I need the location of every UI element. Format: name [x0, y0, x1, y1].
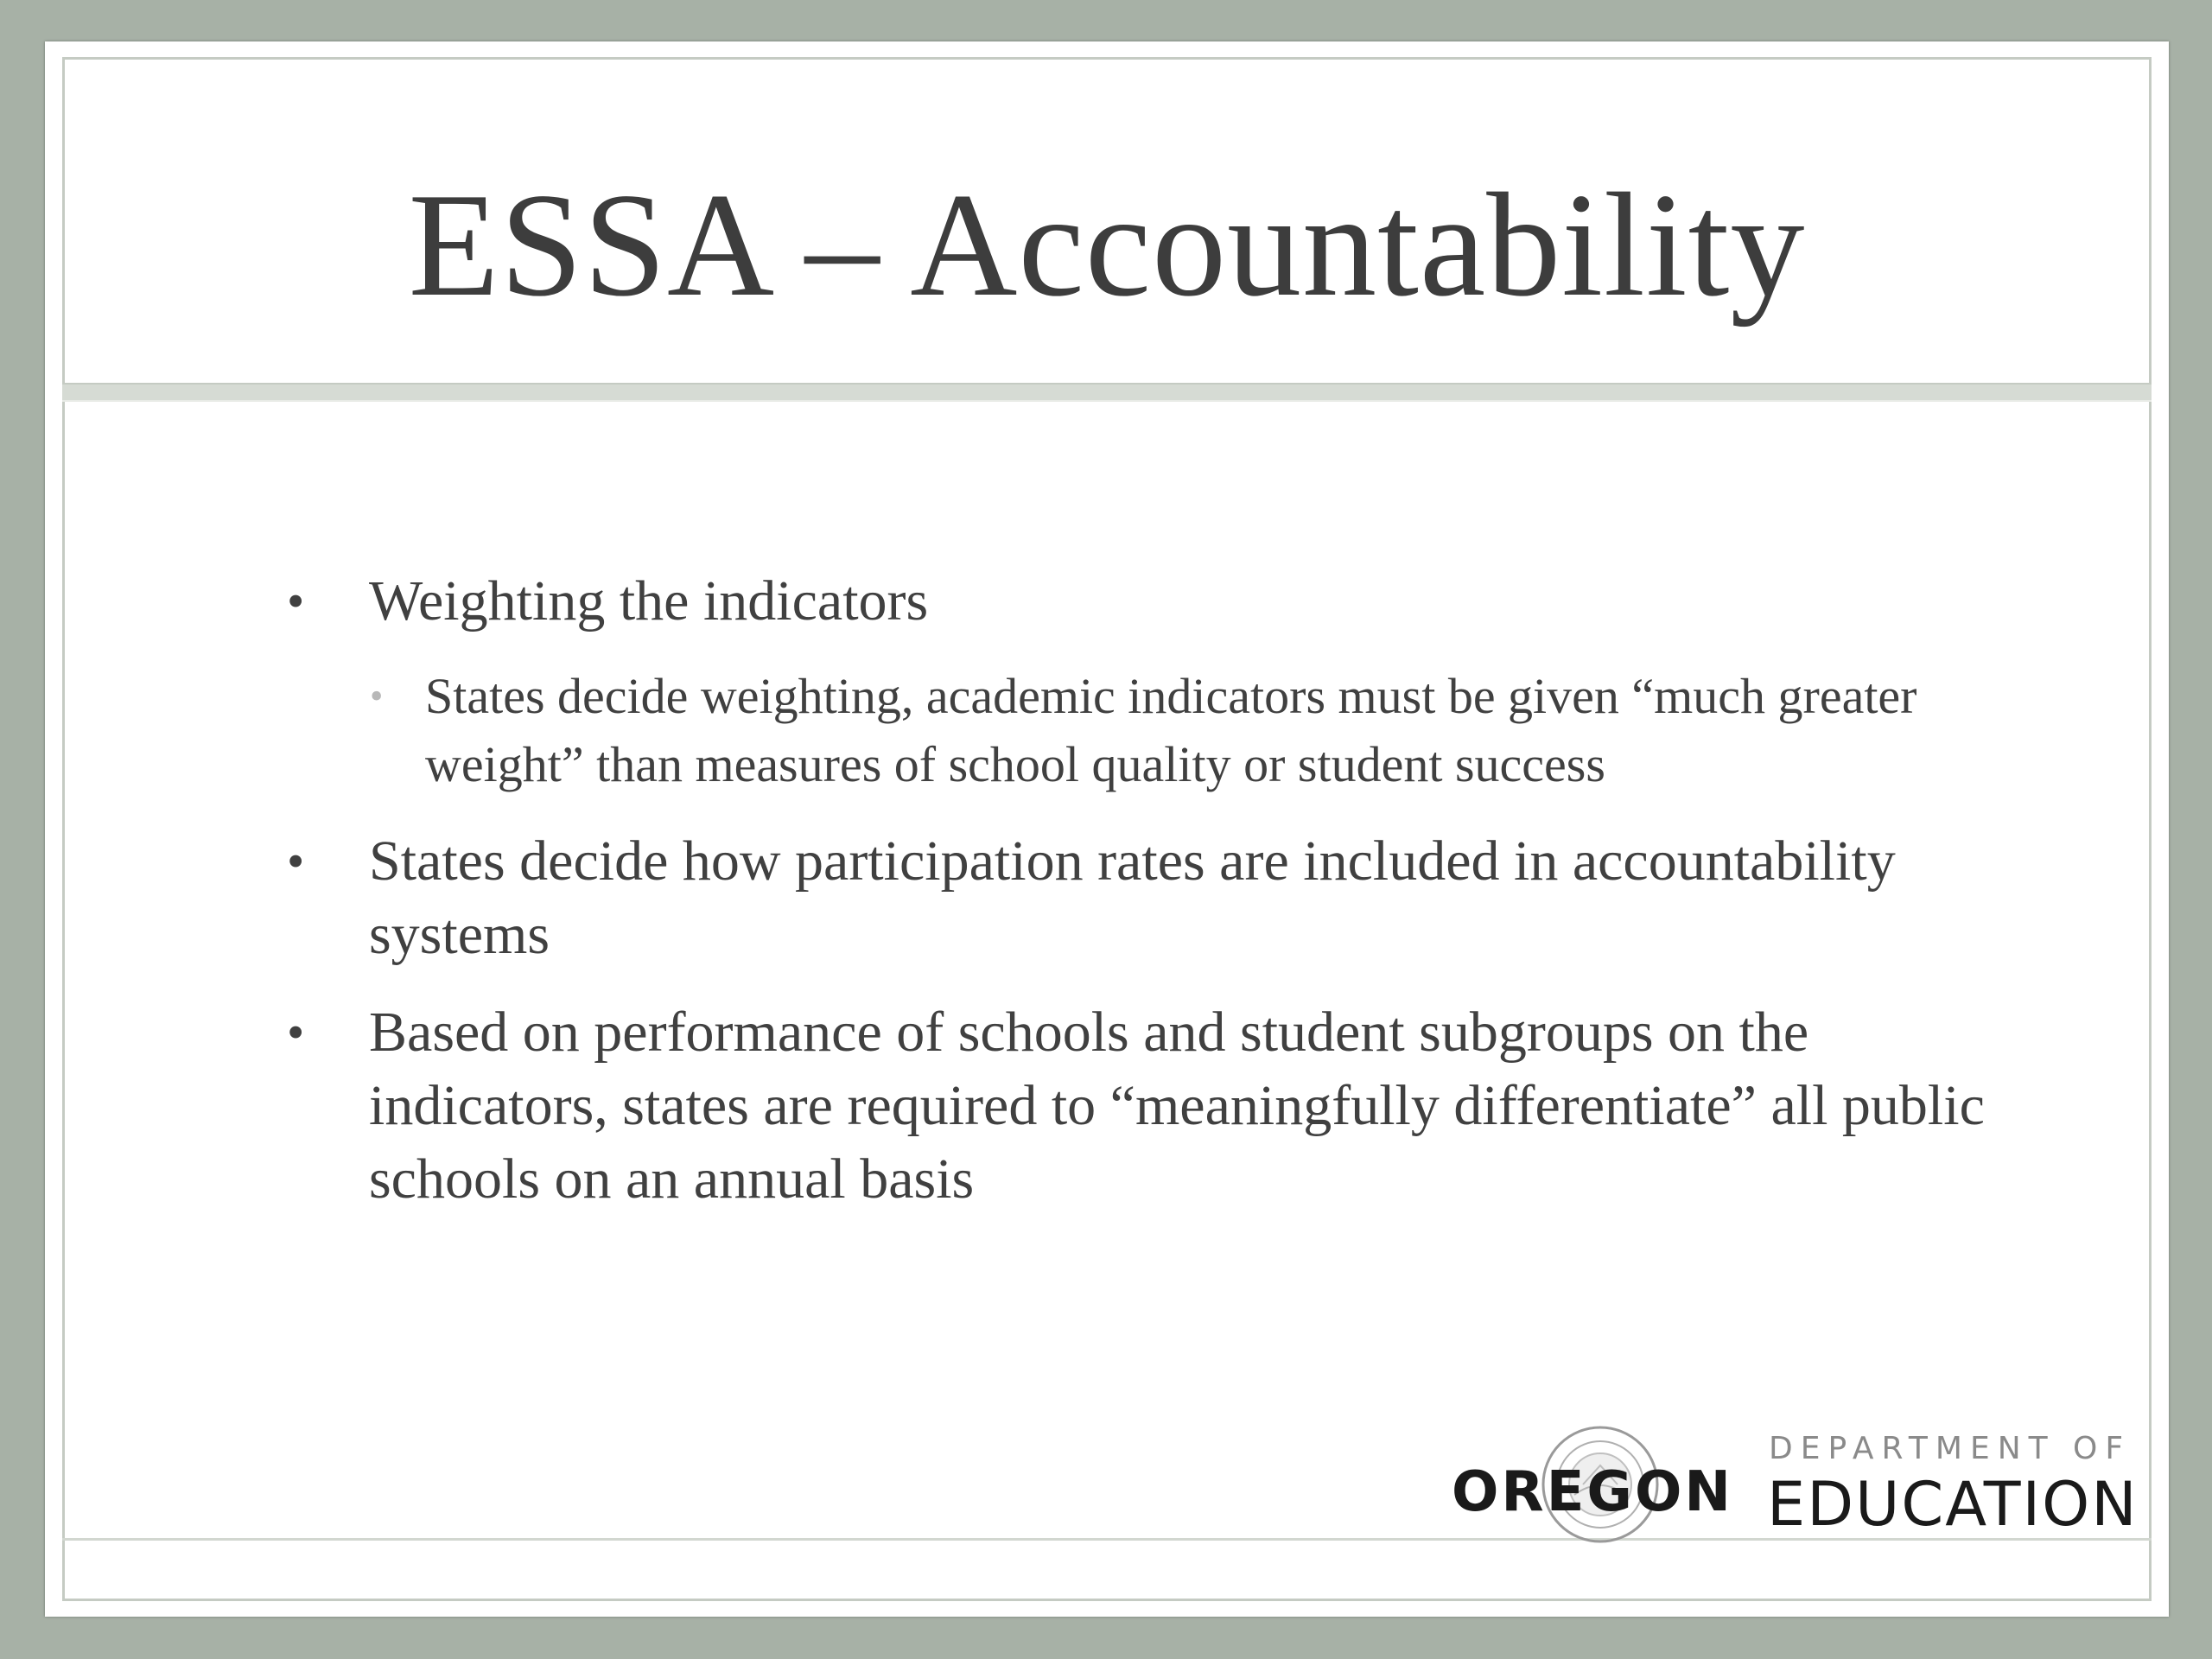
bullet-dot: • [287, 833, 305, 889]
oregon-education-logo [1410, 1415, 2153, 1554]
logo-oregon-text: OREGON [1452, 1460, 1733, 1524]
logo-education-text: EDUCATION [1767, 1469, 2139, 1540]
bullet-text: Based on performance of schools and student subgroups on the indicators, states are required to “meaningfully differentiate” all public schools on an annual basis [369, 1001, 1985, 1211]
bullet-item [235, 564, 2050, 638]
bullet-item [235, 824, 2050, 971]
slide [45, 41, 2169, 1617]
bullet-text: Weighting the indicators [369, 569, 929, 632]
bullet-text: States decide how participation rates are included in accountability systems [369, 830, 1896, 966]
slide-title: ESSA – Accountability [408, 163, 1806, 327]
bullet-item [235, 995, 2050, 1216]
sub-bullet-item [235, 662, 2050, 798]
bullet-dot: • [287, 1004, 305, 1060]
title-divider [62, 383, 2152, 402]
sub-bullet-dot: • [370, 675, 384, 717]
bullet-dot: • [287, 573, 305, 629]
slide-content [235, 564, 2050, 1240]
sub-bullet-text: States decide weighting, academic indicators must be given “much greater weight” than measures of school quality or student success [425, 668, 1917, 792]
logo-department-text: DEPARTMENT OF [1769, 1431, 2132, 1466]
